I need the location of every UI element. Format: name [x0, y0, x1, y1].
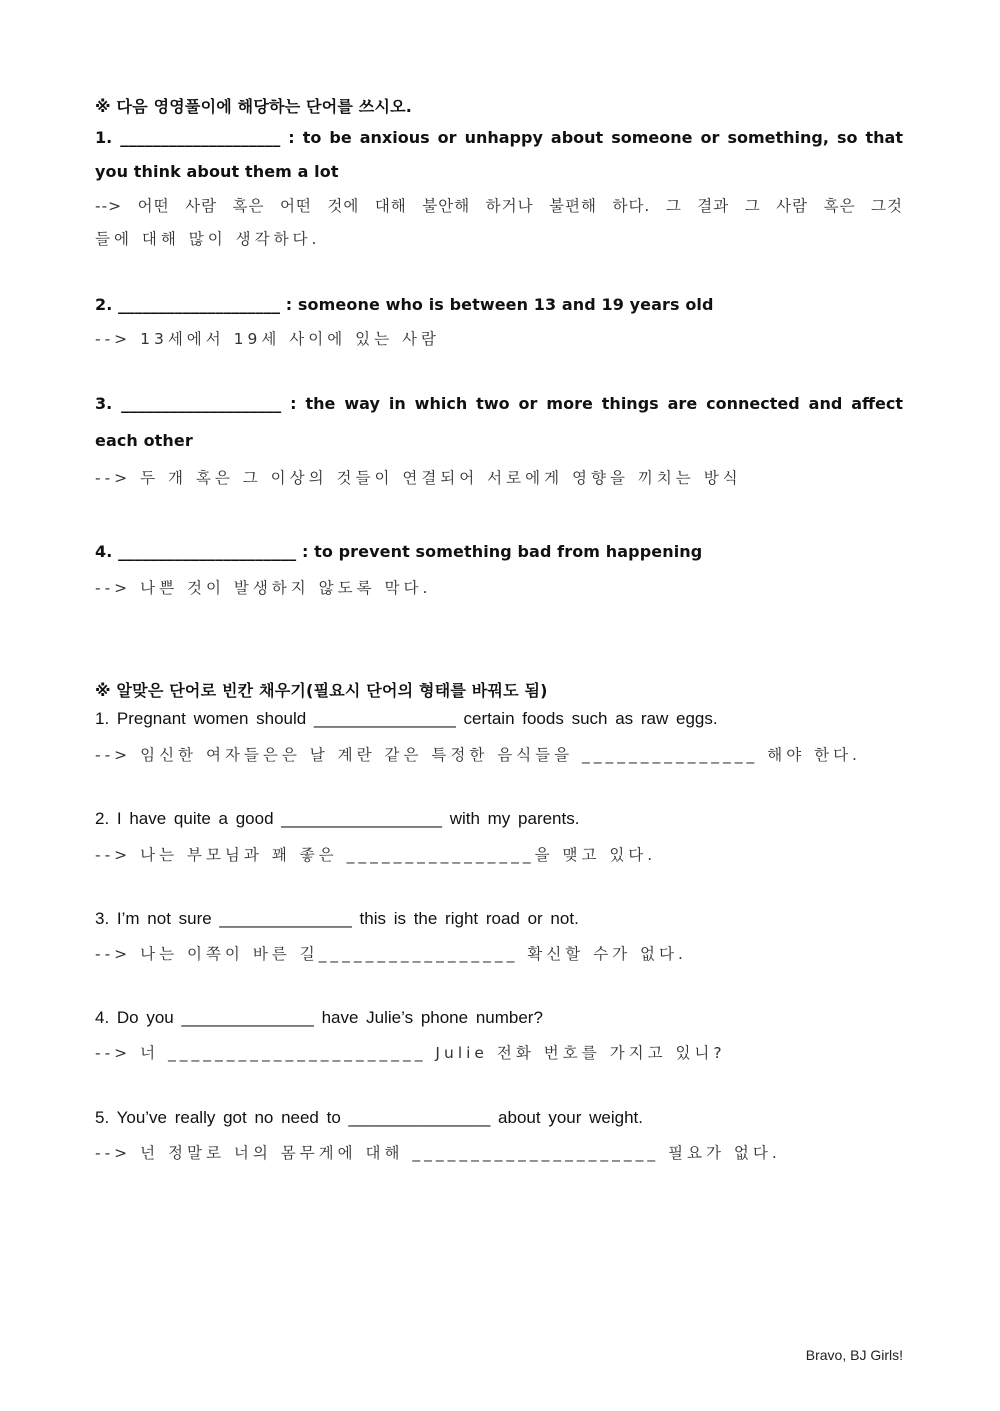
s1-item1-definition-line1: 1. ____________________ : to be anxious or unhappy about someone or something, so that [95, 128, 903, 147]
section1-heading: ※ 다음 영영풀이에 해당하는 단어를 쓰시오. [95, 97, 413, 116]
s2-item3-korean: --> 나는 이쪽이 바른 길_________________ 확신할 수가 없다. [95, 945, 687, 963]
s2-item2-korean: --> 나는 부모님과 꽤 좋은 ________________을 맺고 있다. [95, 846, 657, 864]
s2-item1-english: 1. Pregnant women should _______________ certain foods such as raw eggs. [95, 709, 718, 728]
s2-item4-korean: --> 너 ______________________ Julie 전화 번호를 가지고 있니? [95, 1044, 726, 1062]
section2-heading: ※ 알맞은 단어로 빈칸 채우기(필요시 단어의 형태를 바꿔도 됨) [95, 681, 548, 700]
s1-item4-definition: 4. ______________________ : to prevent something bad from happening [95, 542, 703, 561]
s1-item4-korean: --> 나쁜 것이 발생하지 않도록 막다. [95, 579, 432, 597]
s2-item1-korean: --> 임신한 여자들은은 날 계란 같은 특정한 음식들을 _______________ 해야 한다. [95, 746, 861, 764]
s1-item2-korean: --> 13세에서 19세 사이에 있는 사람 [95, 330, 440, 348]
s1-item3-definition-line2: each other [95, 431, 193, 450]
s2-item3-english: 3. I’m not sure ______________ this is the right road or not. [95, 909, 579, 928]
s2-item5-korean: --> 넌 정말로 너의 몸무게에 대해 _____________________ 필요가 없다. [95, 1144, 781, 1162]
s1-item2-definition: 2. ____________________ : someone who is between 13 and 19 years old [95, 295, 714, 314]
s1-item3-definition-line1: 3. ____________________ : the way in which two or more things are connected and affect [95, 394, 903, 413]
s1-item3-korean: --> 두 개 혹은 그 이상의 것들이 연결되어 서로에게 영향을 끼치는 방식 [95, 469, 742, 487]
s2-item5-english: 5. You’ve really got no need to _______________ about your weight. [95, 1108, 643, 1127]
footer-signature: Bravo, BJ Girls! [805, 1347, 903, 1363]
s2-item2-english: 2. I have quite a good _________________ with my parents. [95, 809, 580, 828]
s1-item1-korean-line1: --> 어떤 사람 혹은 어떤 것에 대해 불안해 하거나 불편해 하다. 그 결과 그 사람 혹은 그것 [95, 197, 903, 215]
s1-item1-definition-line2: you think about them a lot [95, 162, 339, 181]
s2-item4-english: 4. Do you ______________ have Julie’s phone number? [95, 1008, 543, 1027]
s1-item1-korean-line2: 들에 대해 많이 생각하다. [95, 230, 321, 248]
